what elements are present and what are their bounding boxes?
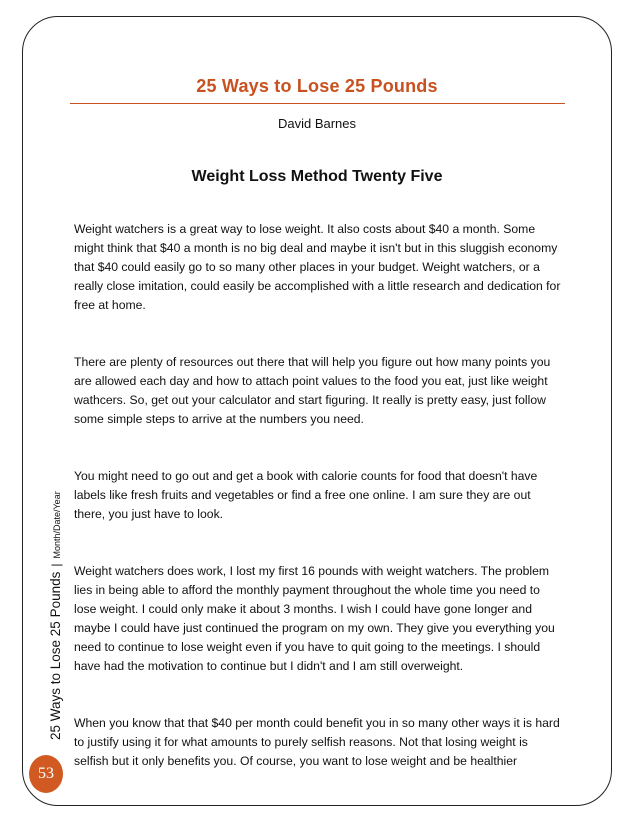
book-title: 25 Ways to Lose 25 Pounds [196, 76, 438, 96]
body-text [74, 220, 562, 809]
author-name: David Barnes [277, 116, 357, 131]
paragraph-4: Weight watchers does work, I lost my first 16 pounds with weight watchers. The problem lies in being able to afford the monthly payment throughout the whole time you need to lose weight. I could only make it about 3 months. I wish I could have gone longer and maybe I could have just continued the program on my own. They give you everything you need to continue to lose weight even if you have to quit going to the meetings. I should have had the motivation to continue but I didn't and I am still overweight. [74, 564, 555, 673]
paragraph-2: There are plenty of resources out there that will help you figure out how many points you are allowed each day and how to attach point values to the food you eat, just like weight wathcers. So, get out your calculator and start figuring. It really is pretty easy, just follow some simple steps to arrive at the numbers you need. [74, 355, 551, 426]
paragraph-1: Weight watchers is a great way to lose weight. It also costs about $40 a month. Some might think that $40 a month is no big deal and maybe it isn't but in this sluggish economy that $40 could easily go to so many other places in your budget. Weight watchers, or a really close imitation, could easily be accomplished with a little research and dedication for free at home. [74, 222, 561, 312]
vertical-running-header [47, 491, 65, 740]
title-divider [70, 103, 565, 104]
running-title: 25 Ways to Lose 25 Pounds [48, 571, 63, 740]
page-number: 53 [38, 765, 54, 782]
paragraph-3: You might need to go out and get a book with calorie counts for food that doesn't have labels like fresh fruits and vegetables or find a free one online. I am sure they are out there, you just have to look. [74, 469, 538, 521]
section-heading: Weight Loss Method Twenty Five [191, 168, 443, 185]
page-number-badge [29, 755, 63, 793]
running-date: Month/Date/Year [52, 491, 62, 559]
paragraph-5: When you know that that $40 per month could benefit you in so many other ways it is hard to justify using it for what amounts to purely selfish reasons. Not that losing weight is selfish but it only benefits you. Of course, you want to lose weight and be healthier [74, 716, 560, 768]
running-separator: | [49, 563, 63, 567]
